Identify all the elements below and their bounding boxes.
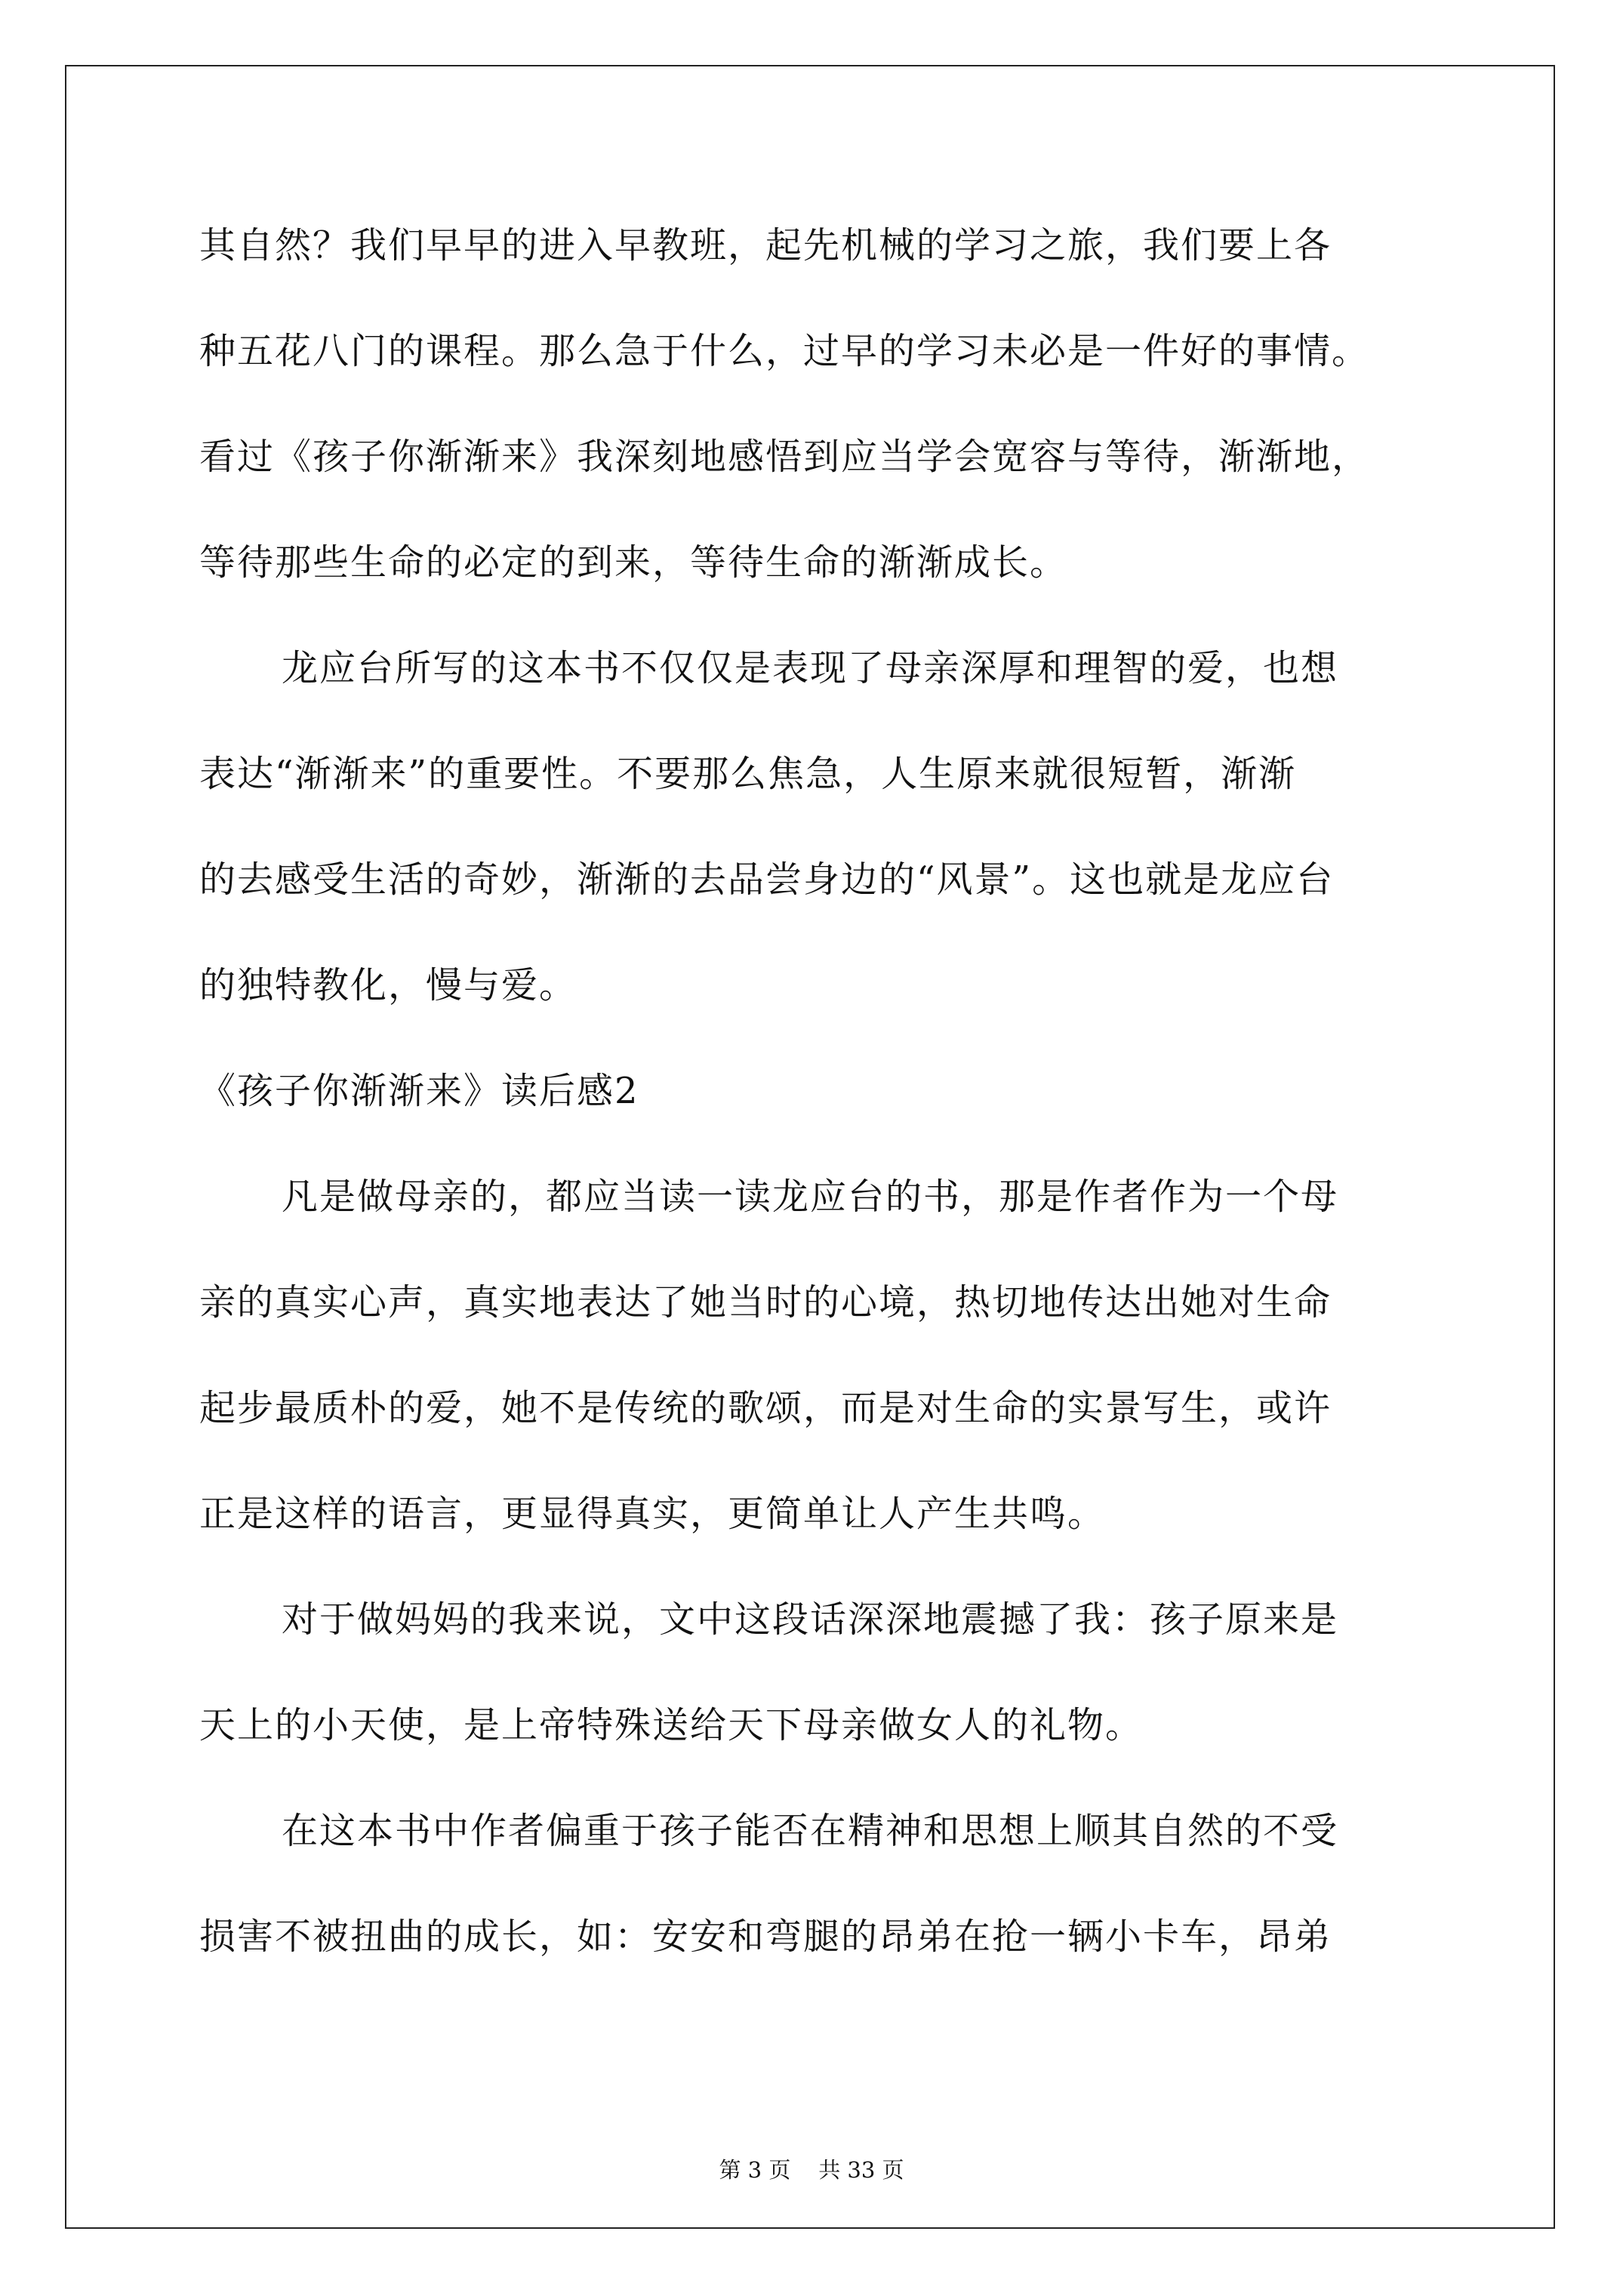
page-number-footer: 第 3 页 共 33 页 bbox=[719, 2157, 904, 2183]
paragraph-line: 正是这样的语言，更显得真实，更简单让人产生共鸣。 bbox=[199, 1493, 1106, 1535]
paragraph-line: 对于做妈妈的我来说，文中这段话深深地震撼了我：孩子原来是 bbox=[282, 1598, 1339, 1641]
page-border bbox=[65, 65, 1555, 2229]
paragraph-line: 的去感受生活的奇妙，渐渐的去品尝身边的“风景”。这也就是龙应台 bbox=[199, 858, 1335, 901]
section-heading: 《孩子你渐渐来》读后感2 bbox=[199, 1070, 639, 1112]
paragraph-line: 损害不被扭曲的成长，如：安安和弯腿的昂弟在抢一辆小卡车，昂弟 bbox=[199, 1915, 1332, 1958]
paragraph-line: 表达“渐渐来”的重要性。不要那么焦急，人生原来就很短暂，渐渐 bbox=[199, 753, 1297, 795]
paragraph-line: 的独特教化，慢与爱。 bbox=[199, 964, 577, 1006]
paragraph-line: 在这本书中作者偏重于孩子能否在精神和思想上顺其自然的不受 bbox=[282, 1810, 1339, 1852]
paragraph-line: 等待那些生命的必定的到来，等待生命的渐渐成长。 bbox=[199, 541, 1068, 584]
paragraph-line: 凡是做母亲的，都应当读一读龙应台的书，那是作者作为一个母 bbox=[282, 1176, 1339, 1218]
paragraph-line: 其自然？我们早早的进入早教班，起先机械的学习之旅，我们要上各 bbox=[199, 224, 1332, 267]
paragraph-line: 天上的小天使，是上帝特殊送给天下母亲做女人的礼物。 bbox=[199, 1704, 1144, 1746]
paragraph-line: 看过《孩子你渐渐来》我深刻地感悟到应当学会宽容与等待，渐渐地， bbox=[199, 436, 1370, 478]
paragraph-line: 龙应台所写的这本书不仅仅是表现了母亲深厚和理智的爱，也想 bbox=[282, 647, 1339, 689]
paragraph-line: 亲的真实心声，真实地表达了她当时的心境，热切地传达出她对生命 bbox=[199, 1281, 1332, 1324]
paragraph-line: 种五花八门的课程。那么急于什么，过早的学习未必是一件好的事情。 bbox=[199, 330, 1370, 372]
paragraph-line: 起步最质朴的爱，她不是传统的歌颂，而是对生命的实景写生，或许 bbox=[199, 1387, 1332, 1429]
